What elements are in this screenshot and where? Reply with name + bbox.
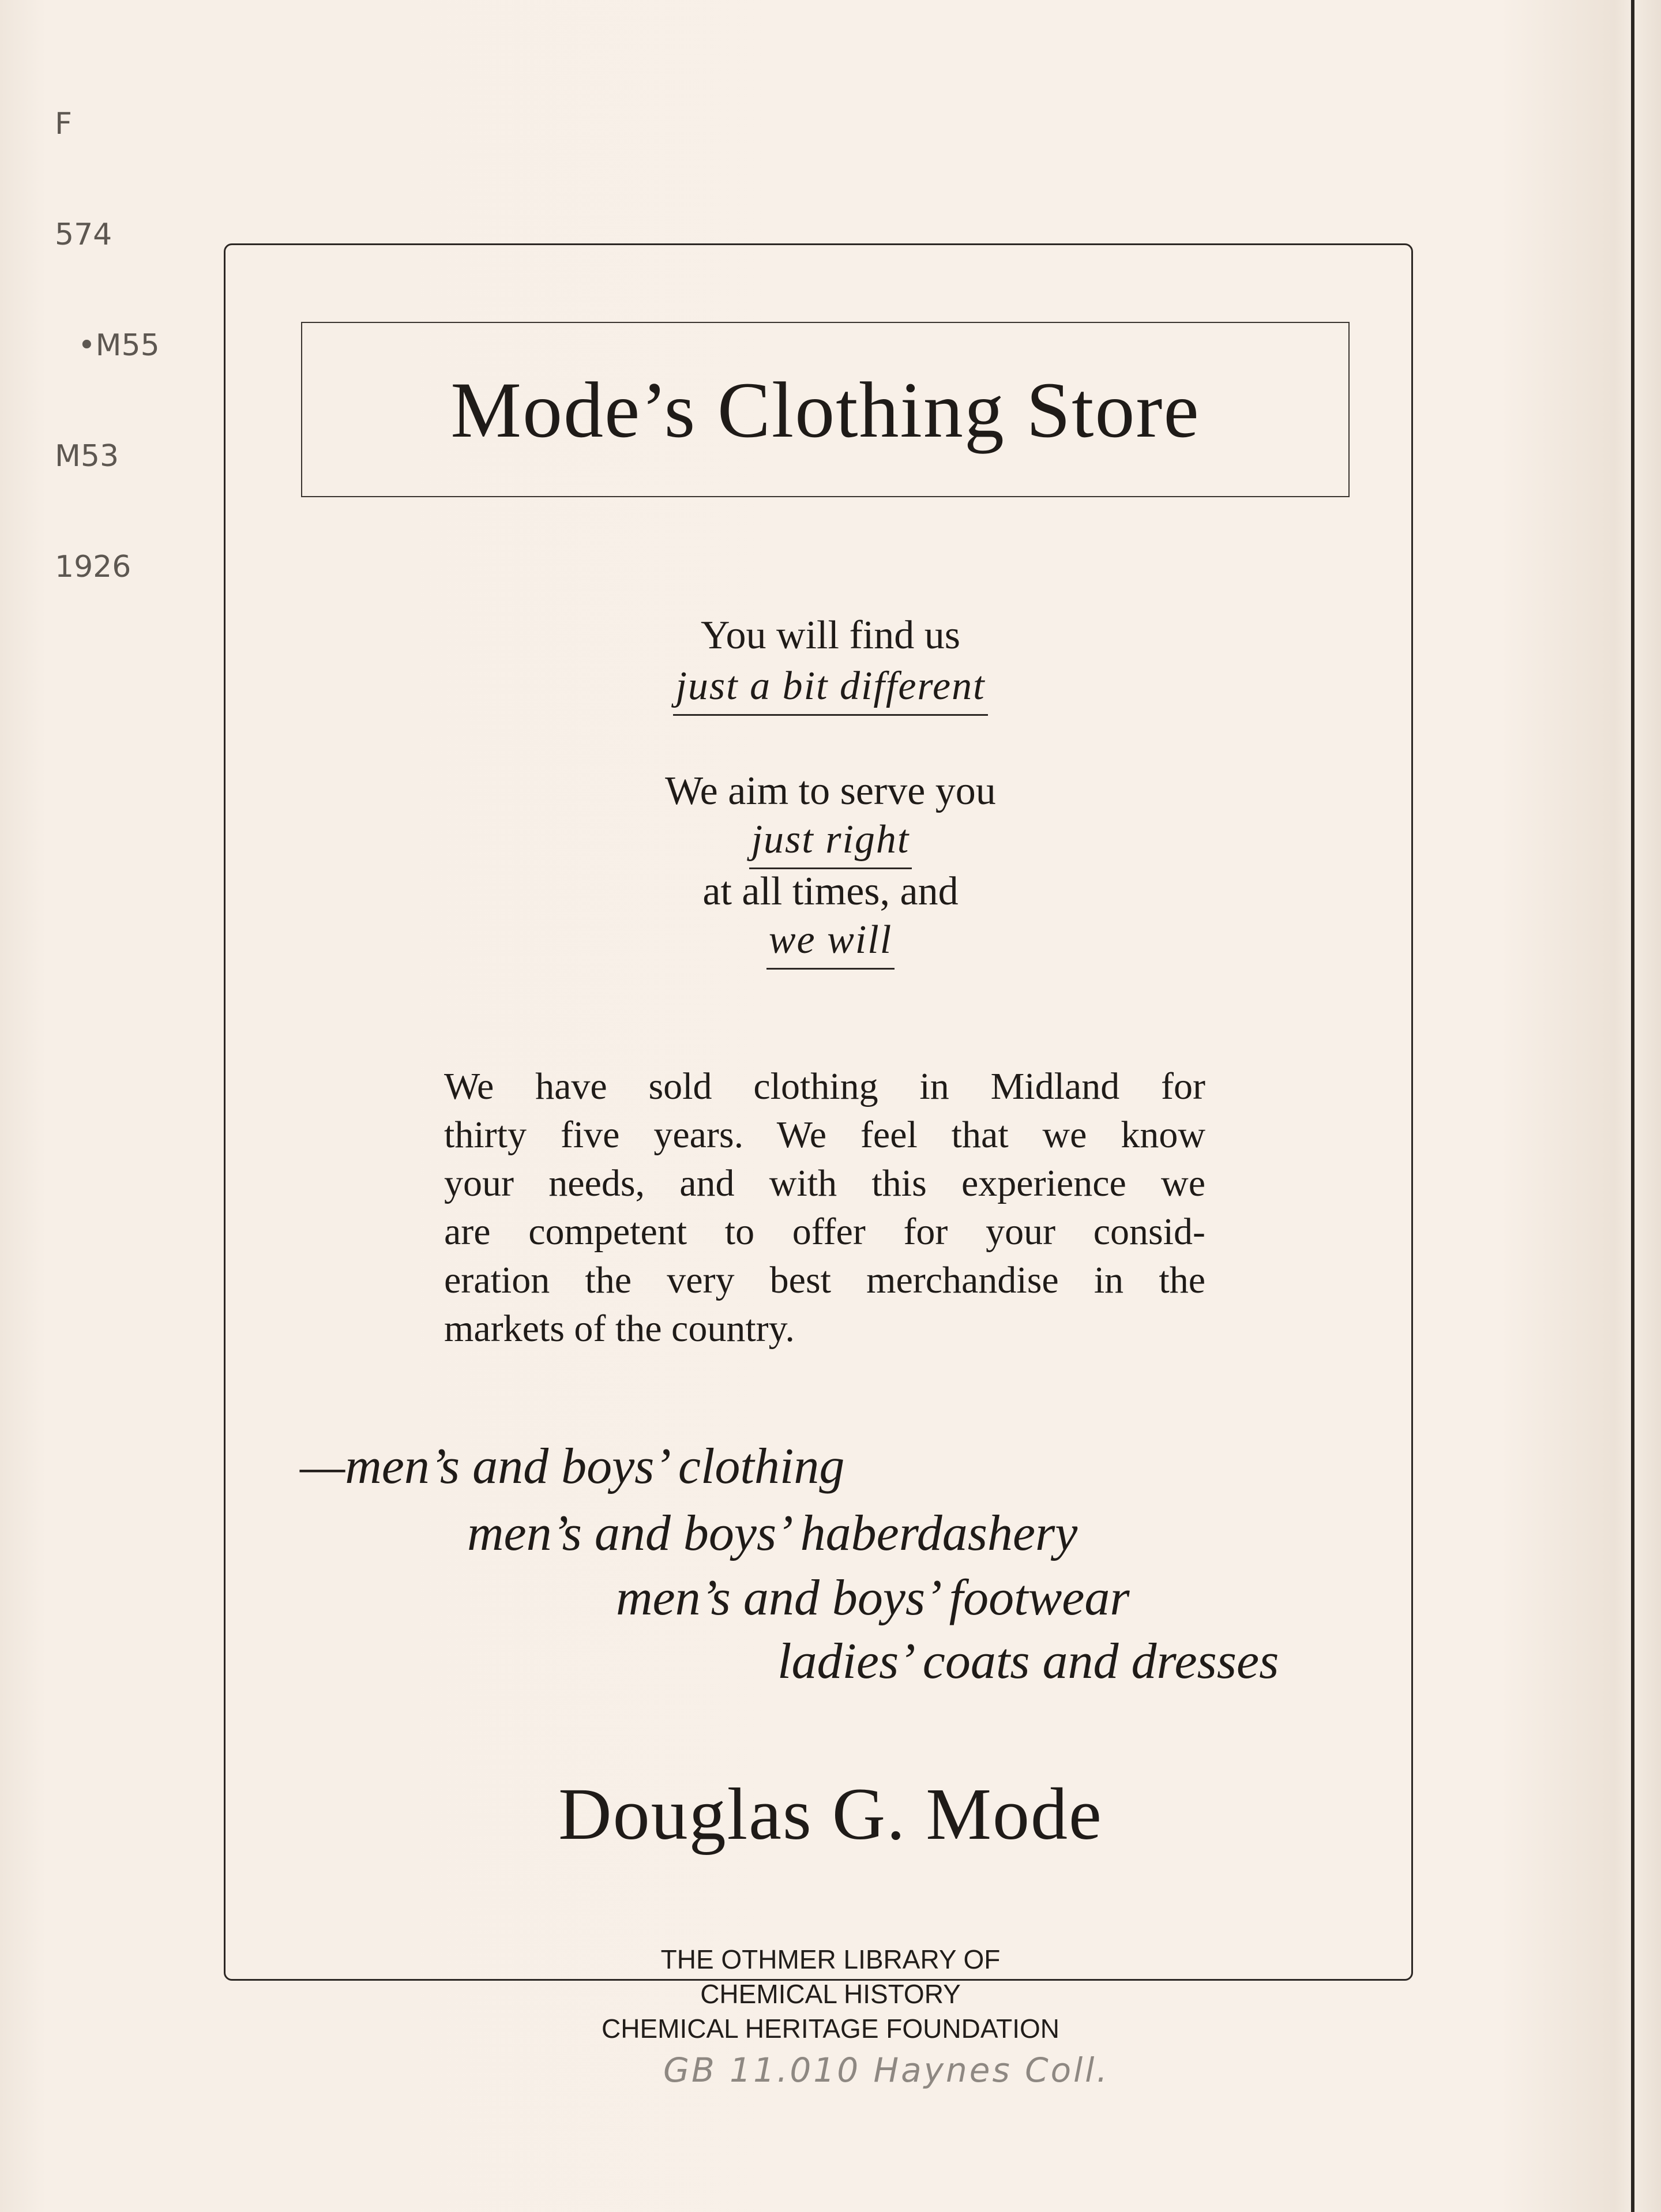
shelfmark-annotation bbox=[55, 32, 160, 659]
shelfmark-line: M53 bbox=[55, 439, 119, 474]
slogan-emphasis: just a bit different bbox=[0, 662, 1661, 716]
slogan-line: You will find us bbox=[701, 613, 960, 658]
binding-gutter bbox=[1631, 0, 1634, 2212]
offering-item: men’s and boys’ footwear bbox=[616, 1570, 1130, 1626]
description-line: are competent to offer for your consid- bbox=[444, 1211, 1205, 1253]
description-line: your needs, and with this experience we bbox=[444, 1162, 1205, 1204]
library-stamp-line: CHEMICAL HISTORY bbox=[700, 1979, 961, 2009]
slogan-line: at all times, and bbox=[702, 869, 959, 914]
accession-note: GB 11.010 Haynes Coll. bbox=[663, 2050, 1110, 2090]
store-title: Mode’s Clothing Store bbox=[450, 365, 1200, 454]
slogan-emphasis: just right bbox=[0, 816, 1661, 869]
slogan-line: We aim to serve you bbox=[665, 769, 996, 813]
shelfmark-line: 574 bbox=[55, 217, 112, 252]
description-line: thirty five years. We feel that we know bbox=[444, 1114, 1205, 1156]
proprietor-signature: Douglas G. Mode bbox=[558, 1773, 1103, 1855]
title-box bbox=[301, 322, 1350, 497]
library-stamp-line: THE OTHMER LIBRARY OF bbox=[660, 1944, 1001, 1974]
description-line: markets of the country. bbox=[444, 1308, 795, 1350]
description-line: eration the very best merchandise in the bbox=[444, 1259, 1205, 1301]
offering-item: —men’s and boys’ clothing bbox=[300, 1439, 845, 1494]
store-description bbox=[444, 1062, 1205, 1353]
library-stamp-line: CHEMICAL HERITAGE FOUNDATION bbox=[602, 2014, 1059, 2044]
shelfmark-line: •M55 bbox=[78, 328, 160, 363]
offering-item: ladies’ coats and dresses bbox=[777, 1633, 1279, 1689]
shelfmark-line: 1926 bbox=[55, 550, 131, 584]
description-line: We have sold clothing in Midland for bbox=[444, 1065, 1205, 1107]
offering-item: men’s and boys’ haberdashery bbox=[467, 1505, 1078, 1561]
slogan-emphasis: we will bbox=[0, 916, 1661, 970]
shelfmark-line: F bbox=[55, 107, 72, 141]
